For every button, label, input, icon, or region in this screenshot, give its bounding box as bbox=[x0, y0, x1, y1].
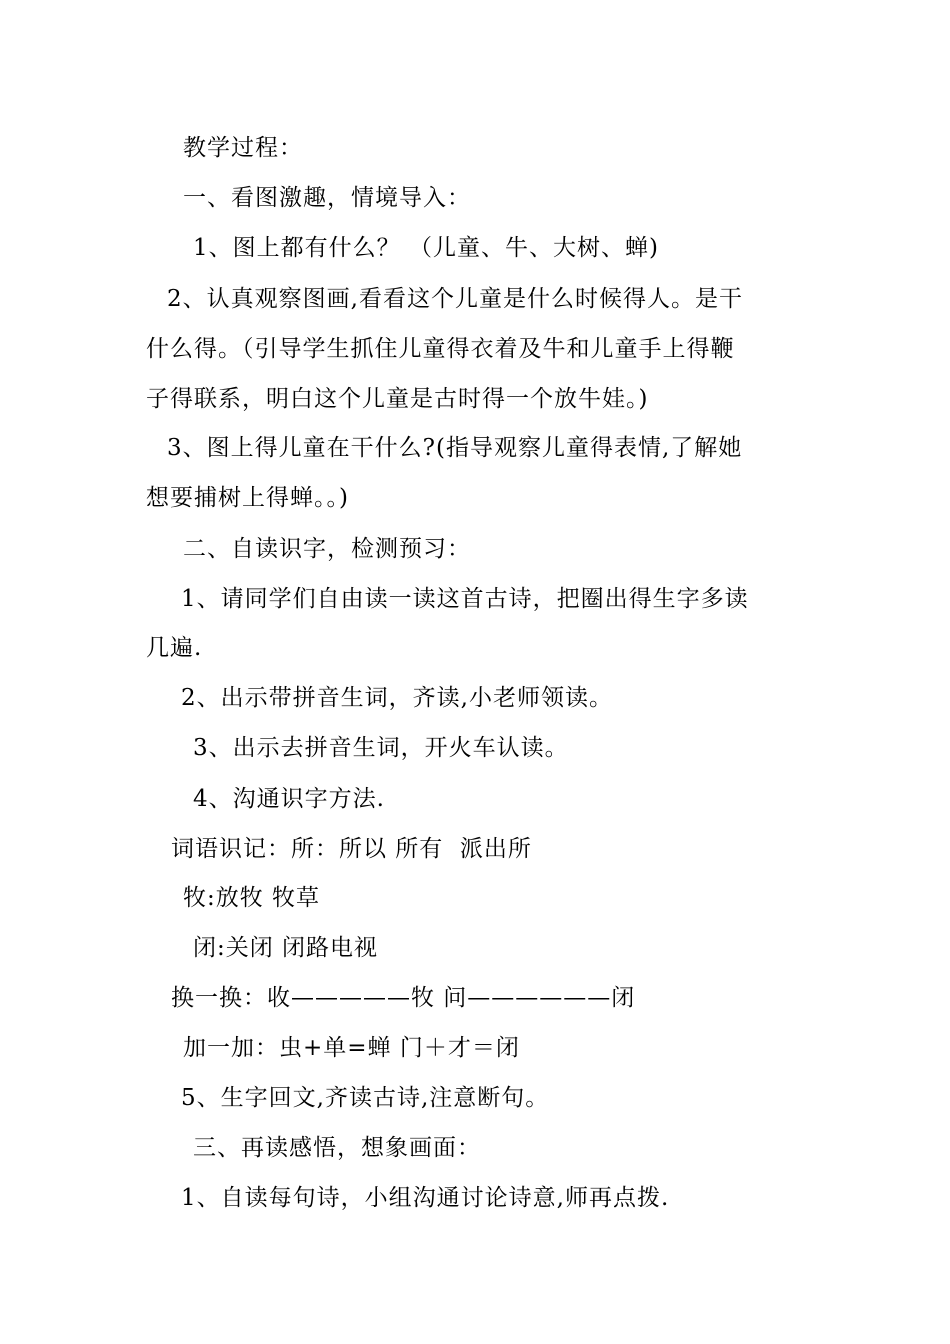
paragraph-2-4: 4、沟通识字方法. bbox=[193, 786, 385, 812]
paragraph-1-2-line-3: 子得联系，明白这个儿童是古时得一个放牛娃。) bbox=[146, 386, 649, 412]
paragraph-1-2-line-1: 2、认真观察图画,看看这个儿童是什么时候得人。是干 bbox=[167, 286, 743, 312]
swap-exercise-line: 换一换：收—————牧 问——————闭 bbox=[171, 985, 636, 1011]
paragraph-3-1: 1、自读每句诗，小组沟通讨论诗意,师再点拨. bbox=[181, 1185, 670, 1211]
paragraph-1-3-line-2: 想要捕树上得蝉。。) bbox=[146, 485, 349, 511]
paragraph-2-1-line-1: 1、请同学们自由读一读这首古诗，把圈出得生字多读 bbox=[181, 586, 749, 612]
add-exercise-line: 加一加：虫+单=蝉 门＋才＝闭 bbox=[183, 1035, 520, 1061]
paragraph-1-2-line-2: 什么得。（引导学生抓住儿童得衣着及牛和儿童手上得鞭 bbox=[146, 336, 735, 362]
paragraph-1-3-line-1: 3、图上得儿童在干什么?(指导观察儿童得表情,了解她 bbox=[167, 435, 743, 461]
paragraph-2-3: 3、出示去拼音生词，开火车认读。 bbox=[193, 735, 569, 761]
word-bi-line: 闭:关闭 闭路电视 bbox=[193, 935, 379, 961]
word-memory-line: 词语识记：所：所以 所有 派出所 bbox=[171, 836, 532, 862]
paragraph-1-1: 1、图上都有什么？ （儿童、牛、大树、蝉) bbox=[193, 235, 659, 261]
section-heading-3: 三、再读感悟，想象画面： bbox=[193, 1135, 481, 1161]
paragraph-2-5: 5、生字回文,齐读古诗,注意断句。 bbox=[181, 1085, 550, 1111]
paragraph-2-1-line-2: 几遍. bbox=[146, 635, 203, 661]
section-heading-2: 二、自读识字，检测预习： bbox=[183, 536, 471, 562]
section-heading-1: 一、看图激趣，情境导入： bbox=[183, 185, 471, 211]
paragraph-2-2: 2、出示带拼音生词，齐读,小老师领读。 bbox=[181, 685, 613, 711]
heading-teaching-process: 教学过程： bbox=[183, 135, 303, 161]
word-mu-line: 牧:放牧 牧草 bbox=[183, 885, 321, 911]
